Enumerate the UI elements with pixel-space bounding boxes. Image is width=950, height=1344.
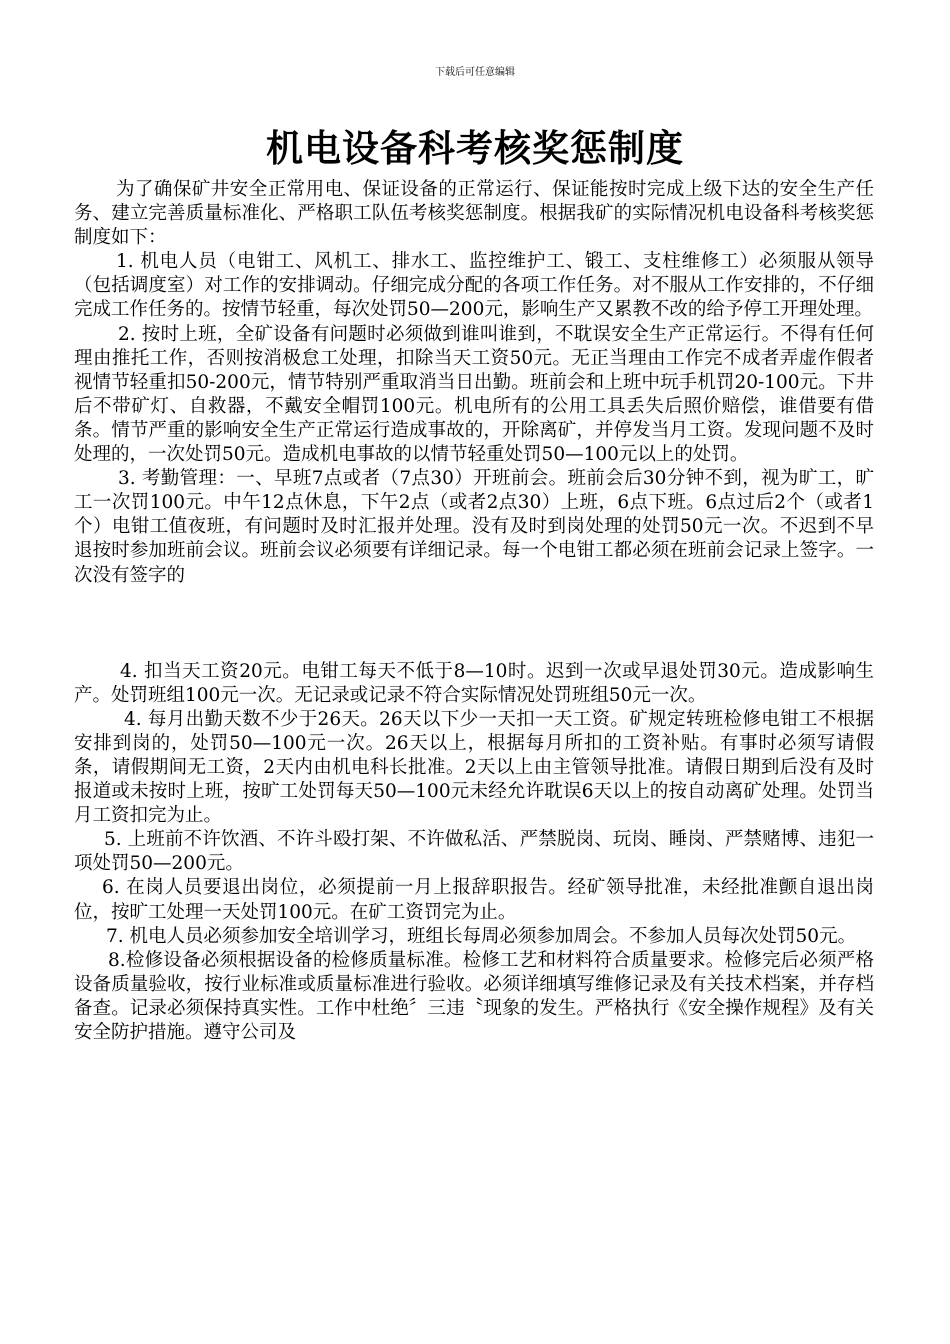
document-body xyxy=(74,178,874,1045)
blank-gap xyxy=(74,588,874,660)
paragraph-rule-2: 2. 按时上班，全矿设备有问题时必须做到谁叫谁到，不耽误安全生产正常运行。不得有任何理由推托工作，否则按消极怠工处理，扣除当天工资50元。无正当理由工作完不成者弄虚作假者视情节轻重扣50-200元，情节特别严重取消当日出勤。班前会和上班中玩手机罚20-100元。下井后不带矿灯、自救器，不戴安全帽罚100元。机电所有的公用工具丢失后照价赔偿，谁借要有借条。情节严重的影响安全生产正常运行造成事故的，开除离矿，并停发当月工资。发现问题不及时处理的，一次处罚50元。造成机电事故的以情节轻重处罚50—100元以上的处罚。 xyxy=(74,323,874,466)
paragraph-rule-7: 7. 机电人员必须参加安全培训学习，班组长每周必须参加周会。不参加人员每次处罚50元。 xyxy=(106,925,857,947)
page-header-note: 下载后可任意编辑 xyxy=(435,67,515,78)
paragraph-rule-4a: 4. 扣当天工资20元。电钳工每天不低于8—10时。迟到一次或早退处罚30元。造成影响生产。处罚班组100元一次。无记录或记录不符合实际情况处罚班组50元一次。 xyxy=(74,660,874,706)
paragraph-intro: 为了确保矿井安全正常用电、保证设备的正常运行、保证能按时完成上级下达的安全生产任务、建立完善质量标准化、严格职工队伍考核奖惩制度。根据我矿的实际情况机电设备科考核奖惩制度如下： xyxy=(74,179,874,249)
paragraph-rule-6: 6. 在岗人员要退出岗位，必须提前一月上报辞职报告。经矿领导批准，未经批准颤自退出岗位，按旷工处理一天处罚100元。在矿工资罚完为止。 xyxy=(74,877,874,923)
paragraph-rule-4b: 4. 每月出勤天数不少于26天。26天以下少一天扣一天工资。矿规定转班检修电钳工不根据安排到岗的，处罚50—100元一次。26天以上，根据每月所扣的工资补贴。有事时必须写请假条，请假期间无工资，2天内由机电科长批准。2天以上由主管领导批准。请假日期到后没有及时报道或未按时上班，按旷工处罚每天50—100元未经允许耽误6天以上的按自动离矿处理。处罚当月工资扣完为止。 xyxy=(74,708,874,827)
document-title: 机电设备科考核奖惩制度 xyxy=(266,127,684,170)
paragraph-rule-3: 3. 考勤管理：一、早班7点或者（7点30）开班前会。班前会后30分钟不到，视为旷工，旷工一次罚100元。中午12点休息，下午2点（或者2点30）上班，6点下班。6点过后2个（或者1个）电钳工值夜班，有问题时及时汇报并处理。没有及时到岗处理的处罚50元一次。不迟到不早退按时参加班前会议。班前会议必须要有详细记录。每一个电钳工都必须在班前会记录上签字。一次没有签字的 xyxy=(74,468,874,586)
paragraph-rule-1: 1. 机电人员（电钳工、风机工、排水工、监控维护工、锻工、支柱维修工）必须服从领导（包括调度室）对工作的安排调动。仔细完成分配的各项工作任务。对不服从工作安排的，不仔细完成工作任务的。按情节轻重，每次处罚50—200元，影响生产又累教不改的给予停工开理处理。 xyxy=(74,251,874,321)
paragraph-rule-5: 5. 上班前不许饮酒、不许斗殴打架、不许做私活、严禁脱岗、玩岗、睡岗、严禁赌博、违犯一项处罚50—200元。 xyxy=(74,829,874,875)
paragraph-rule-8: 8.检修设备必须根据设备的检修质量标准。检修工艺和材料符合质量要求。检修完后必须严格设备质量验收，按行业标准或质量标准进行验收。必须详细填写维修记录及有关技术档案，并存档备查。记录必须保持真实性。工作中杜绝〞三违〝现象的发生。严格执行《安全操作规程》及有关安全防护措施。遵守公司及 xyxy=(74,949,874,1043)
